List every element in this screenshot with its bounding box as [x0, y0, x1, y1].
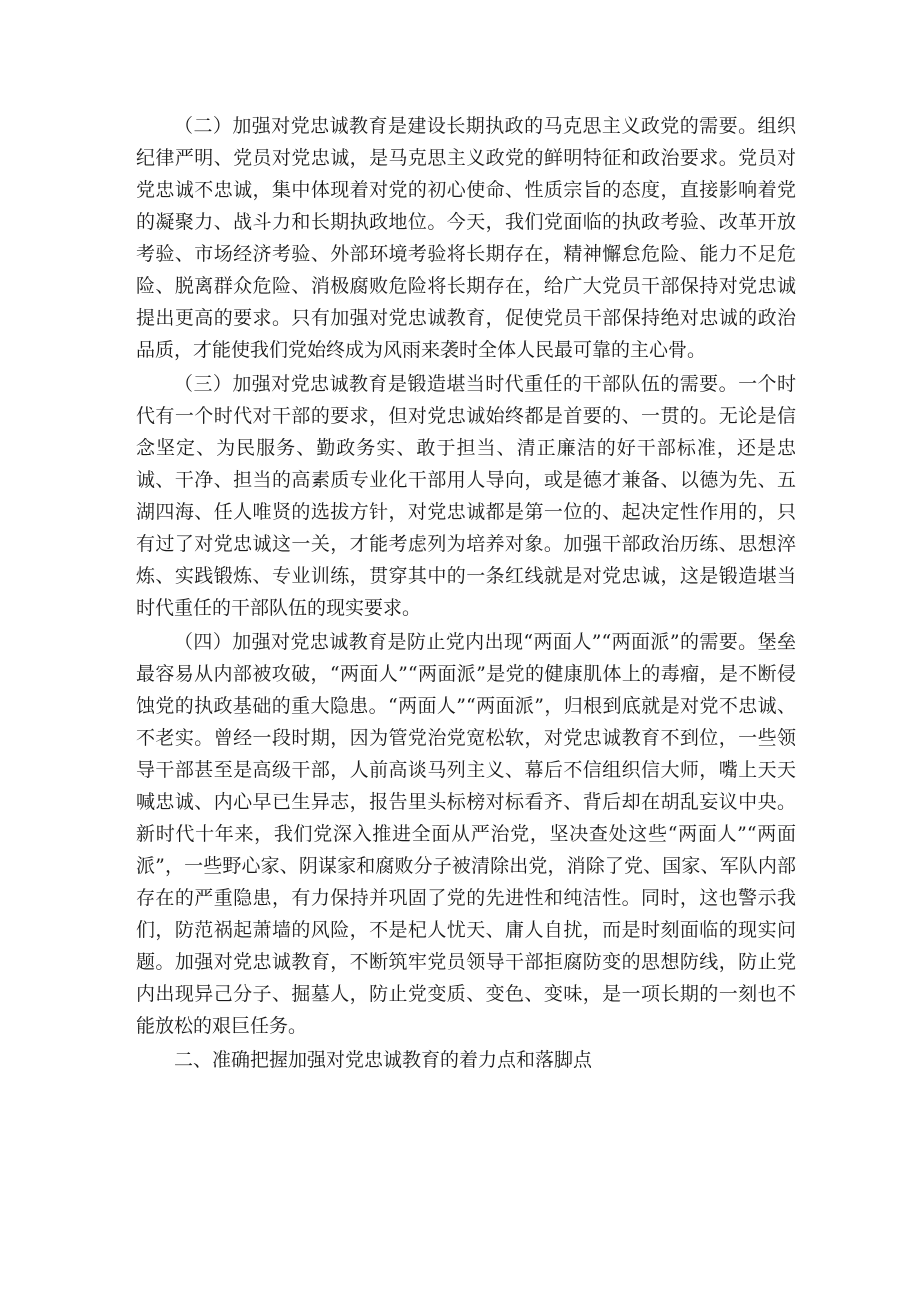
paragraph-loyalty-education-party-building: （二）加强对党忠诚教育是建设长期执政的马克思主义政党的需要。组织纪律严明、党员对党忠诚，是马克思主义政党的鲜明特征和政治要求。党员对党忠诚不忠诚，集中体现着对党的初心使命、性质宗旨的态度，直接影响着党的凝聚力、战斗力和长期执政地位。今天，我们党面临的执政考验、改革开放考验、市场经济考验、外部环境考验将长期存在，精神懈怠危险、能力不足危险、脱离群众危险、消极腐败危险将长期存在，给广大党员干部保持对党忠诚提出更高的要求。只有加强对党忠诚教育，促使党员干部保持绝对忠诚的政治品质，才能使我们党始终成为风雨来袭时全体人民最可靠的主心骨。 — [136, 115, 796, 361]
document-body — [136, 110, 796, 1076]
paragraph-loyalty-education-two-faced: （四）加强对党忠诚教育是防止党内出现“两面人”“两面派”的需要。堡垒最容易从内部被攻破，“两面人”“两面派”是党的健康肌体上的毒瘤，是不断侵蚀党的执政基础的重大隐患。“两面人”“两面派”，归根到底就是对党不忠诚、不老实。曾经一段时期，因为管党治党宽松软，对党忠诚教育不到位，一些领导干部甚至是高级干部，人前高谈马列主义、幕后不信组织信大师，嘴上天天喊忠诚、内心早已生异志，报告里头标榜对标看齐、背后却在胡乱妄议中央。新时代十年来，我们党深入推进全面从严治党，坚决查处这些“两面人”“两面派”，一些野心家、阴谋家和腐败分子被清除出党，消除了党、国家、军队内部存在的严重隐患，有力保持并巩固了党的先进性和纯洁性。同时，这也警示我们，防范祸起萧墙的风险，不是杞人忧天、庸人自扰，而是时刻面临的现实问题。加强对党忠诚教育，不断筑牢党员领导干部拒腐防变的思想防线，防止党内出现异己分子、掘墓人，防止党变质、变色、变味，是一项长期的一刻也不能放松的艰巨任务。 — [136, 631, 796, 1037]
paragraph-loyalty-education-cadre-team: （三）加强对党忠诚教育是锻造堪当时代重任的干部队伍的需要。一个时代有一个时代对干部的要求，但对党忠诚始终都是首要的、一贯的。无论是信念坚定、为民服务、勤政务实、敢于担当、清正廉洁的好干部标准，还是忠诚、干净、担当的高素质专业化干部用人导向，或是德才兼备、以德为先、五湖四海、任人唯贤的选拔方针，对党忠诚都是第一位的、起决定性作用的，只有过了对党忠诚这一关，才能考虑列为培养对象。加强干部政治历练、思想淬炼、实践锻炼、专业训练，贯穿其中的一条红线就是对党忠诚，这是锻造堪当时代重任的干部队伍的现实要求。 — [136, 373, 796, 619]
section-heading: 二、准确把握加强对党忠诚教育的着力点和落脚点 — [174, 1049, 593, 1071]
